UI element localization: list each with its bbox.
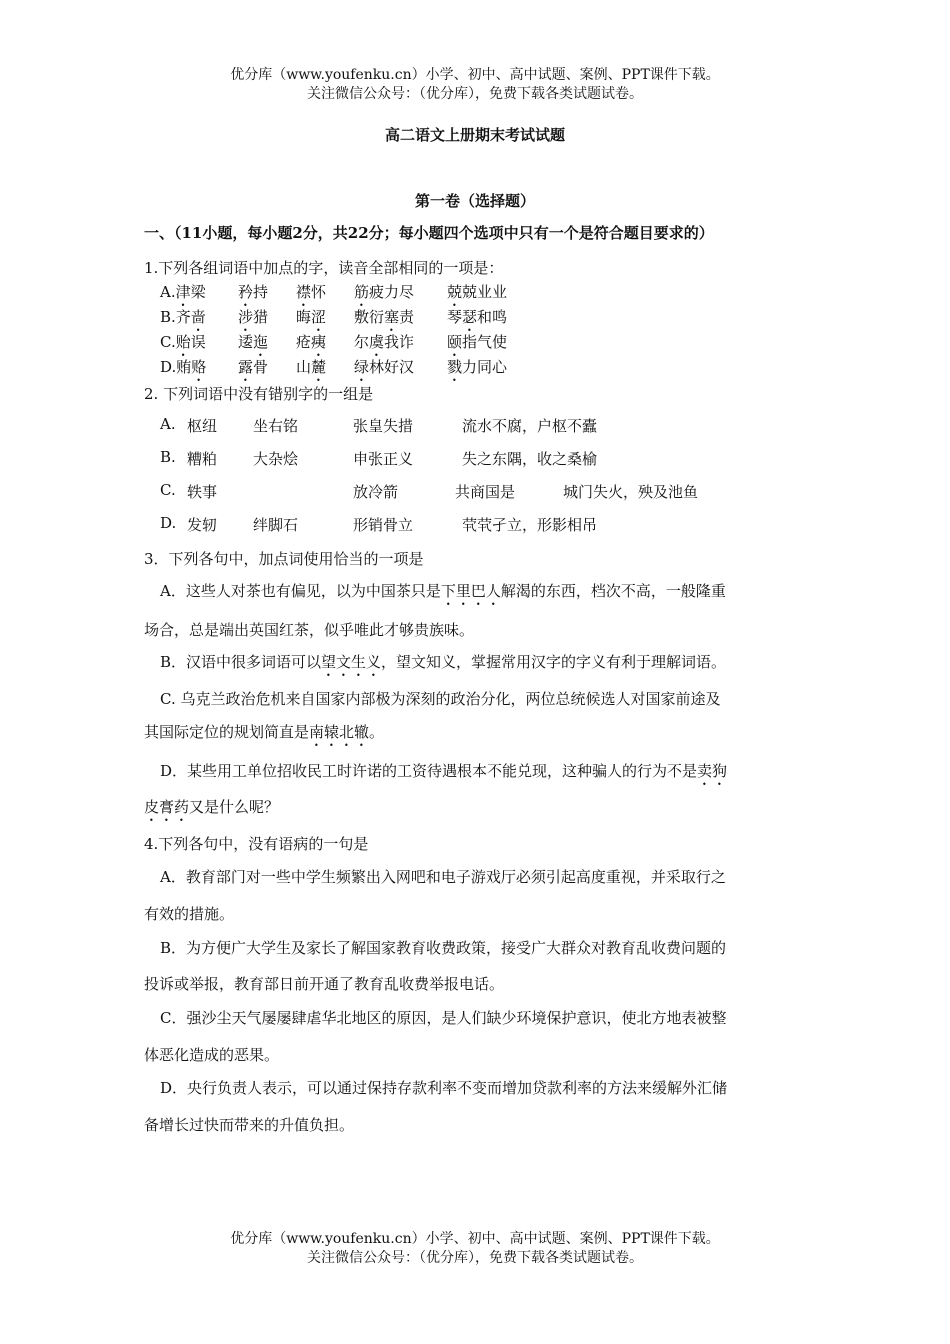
q3-b-text-pre: B．汉语中很多词语可以: [160, 653, 322, 671]
q3-option-c-line-1: C. 乌克兰政治危机来自国家内部极为深刻的政治分化，两位总统候选人对国家前途及: [160, 690, 721, 708]
q2-d-word-3: 形销骨立: [353, 516, 414, 534]
q1-b-word-2: 涉猎: [238, 308, 269, 326]
q2-b-word-2: 大杂烩: [253, 450, 299, 468]
question-2-stem: 2. 下列词语中没有错别字的一组是: [144, 385, 374, 403]
q3-c-text-pre: 其国际定位的规划简直是: [144, 723, 310, 741]
q1-c-word-5: 颐指气使: [447, 333, 508, 351]
q1-b-word-1: B.齐啬: [160, 308, 206, 326]
question-3-stem: 3．下列各句中，加点词使用恰当的一项是: [144, 550, 424, 568]
q2-c-word-1: 轶事: [187, 483, 218, 501]
q1-d-word-5: 戮力同心: [447, 358, 508, 376]
q1-a-word-2: 矜持: [238, 283, 269, 301]
q1-a-word-1: A.津梁: [160, 283, 206, 301]
q2-b-word-1: 糟粕: [187, 450, 218, 468]
q2-b-letter: B.: [160, 448, 176, 466]
header-line-2: 关注微信公众号：（优分库），免费下载各类试题试卷。: [307, 86, 643, 102]
q3-b-dotted-term: 望文生义: [321, 653, 382, 671]
q3-d-text-post: 又是什么呢？: [189, 798, 280, 816]
q2-d-word-1: 发轫: [187, 516, 218, 534]
header-line-1: 优分库（www.youfenku.cn）小学、初中、高中试题、案例、PPT课件下载。: [230, 67, 720, 83]
page-title: 高二语文上册期末考试试题: [384, 126, 565, 144]
q1-d-word-4: 绿林好汉: [354, 358, 415, 376]
q3-a-dotted-term: 下里巴人: [440, 582, 501, 600]
q1-d-word-1: D.贿赂: [160, 358, 207, 376]
q2-a-word-4: 流水不腐，户枢不蠹: [462, 417, 598, 435]
q2-a-word-1: 枢纽: [187, 417, 218, 435]
q3-option-c-line-2: [144, 721, 384, 750]
q2-d-word-2: 绊脚石: [253, 516, 299, 534]
q3-d-text-pre: D．某些用工单位招收民工时许诺的工资待遇根本不能兑现，这种骗人的行为不是: [160, 762, 698, 780]
q3-c-dotted-term: 南辕北辙: [309, 723, 370, 741]
q3-option-d-line-1: [160, 760, 727, 789]
q4-option-d-line-1: D．央行负责人表示，可以通过保持存款利率不变而增加贷款利率的方法来缓解外汇储: [160, 1079, 728, 1097]
q4-option-b-line-1: B．为方便广大学生及家长了解国家教育收费政策，接受广大群众对教育乱收费问题的: [160, 939, 727, 957]
q1-c-word-3: 疮痍: [296, 333, 327, 351]
q3-a-text-post: 解渴的东西，档次不高，一般隆重: [500, 582, 726, 600]
q4-option-c-line-2: 体恶化造成的恶果。: [144, 1046, 280, 1064]
q1-a-word-4: 筋疲力尽: [354, 283, 415, 301]
q4-option-d-line-2: 备增长过快而带来的升值负担。: [144, 1116, 355, 1134]
q2-c-letter: C.: [160, 481, 176, 499]
q3-option-a-line-1: [160, 580, 726, 609]
q3-d-dotted-term-1: 卖狗: [697, 762, 728, 780]
q2-b-word-3: 申张正义: [353, 450, 414, 468]
q4-option-a-line-1: A．教育部门对一些中学生频繁出入网吧和电子游戏厅必须引起高度重视，并采取行之: [160, 868, 726, 886]
q4-option-c-line-1: C．强沙尘天气屡屡肆虐华北地区的原因，是人们缺少环境保护意识，使北方地表被整: [160, 1009, 727, 1027]
footer-line-2: 关注微信公众号：（优分库），免费下载各类试题试卷。: [307, 1250, 643, 1266]
part-title: 第一卷（选择题）: [414, 192, 535, 210]
q3-option-d-line-2: [144, 796, 279, 825]
q2-a-word-2: 坐右铭: [253, 417, 299, 435]
footer-line-1: 优分库（www.youfenku.cn）小学、初中、高中试题、案例、PPT课件下载。: [230, 1231, 720, 1247]
q2-c-word-4: 城门失火，殃及池鱼: [563, 483, 699, 501]
q1-a-word-3: 襟怀: [296, 283, 327, 301]
q1-a-word-5: 兢兢业业: [447, 283, 508, 301]
q1-c-word-4: 尔虞我诈: [354, 333, 415, 351]
q1-d-word-2: 露骨: [238, 358, 269, 376]
section-heading: 一、（11小题，每小题2分，共22分；每小题四个选项中只有一个是符合题目要求的）: [144, 224, 714, 242]
q1-c-word-1: C.贻误: [160, 333, 206, 351]
q2-b-word-4: 失之东隅，收之桑榆: [462, 450, 598, 468]
q2-d-word-4: 茕茕孑立，形影相吊: [462, 516, 598, 534]
q1-b-word-4: 敷衍塞责: [354, 308, 415, 326]
q1-b-word-5: 琴瑟和鸣: [447, 308, 508, 326]
q2-a-word-3: 张皇失措: [353, 417, 414, 435]
question-1-stem: 1.下列各组词语中加点的字，读音全部相同的一项是：: [144, 259, 504, 277]
q2-c-word-3: 共商国是: [455, 483, 516, 501]
q3-option-a-line-2: 场合，总是端出英国红茶，似乎唯此才够贵族味。: [144, 621, 475, 639]
q2-a-letter: A.: [160, 415, 176, 433]
q4-option-b-line-2: 投诉或举报，教育部日前开通了教育乱收费举报电话。: [144, 975, 505, 993]
question-4-stem: 4.下列各句中，没有语病的一句是: [144, 835, 369, 853]
q3-d-dotted-term-2: 皮膏药: [144, 798, 190, 816]
q1-b-word-3: 晦涩: [296, 308, 327, 326]
q3-b-text-post: ，望文知义，掌握常用汉字的字义有利于理解词语。: [381, 653, 727, 671]
q3-a-text-pre: A．这些人对茶也有偏见，以为中国茶只是: [160, 582, 441, 600]
q1-c-word-2: 逶迤: [238, 333, 269, 351]
q1-d-word-3: 山麓: [296, 358, 327, 376]
q3-option-b: [160, 651, 726, 680]
q2-c-word-2: 放冷箭: [353, 483, 399, 501]
q2-d-letter: D.: [160, 514, 177, 532]
q4-option-a-line-2: 有效的措施。: [144, 905, 235, 923]
q3-c-text-post: 。: [369, 723, 385, 741]
